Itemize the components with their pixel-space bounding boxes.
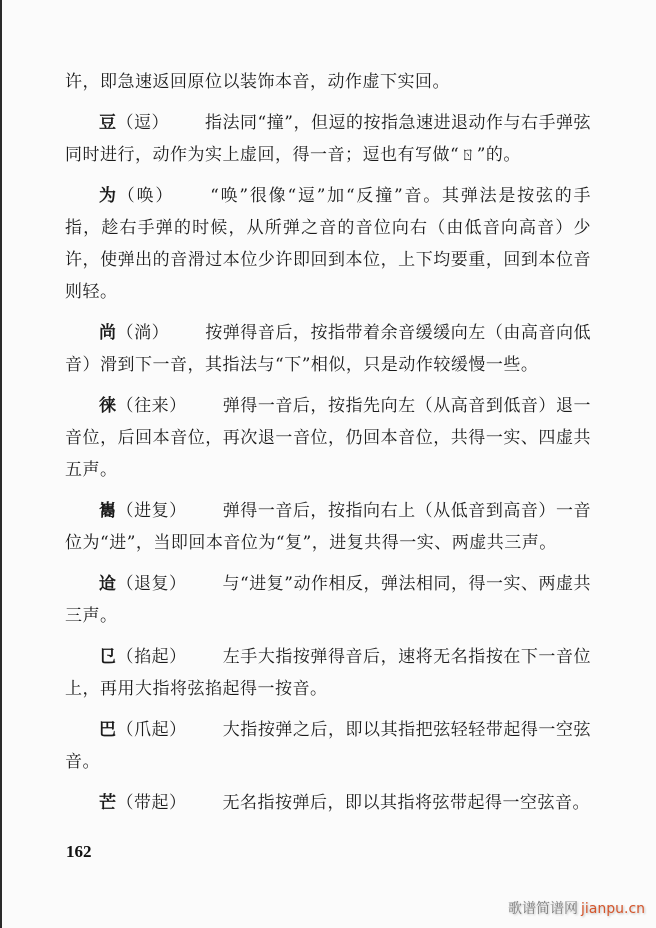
entry-description: 按弹得音后，按指带着余音缓缓向左（由高音向低音）滑到下一音，其指法与“下”相似，只是动作较缓慢一些。 <box>65 323 592 375</box>
tablature-symbol: 徕 <box>99 396 117 416</box>
term-name: （往来） <box>116 396 187 416</box>
entry-description: 无名指按弹后，即以其指将弦带起得一空弦音。 <box>222 793 590 813</box>
entry-description: 大指按弹之后，即以其指把弦轻轻带起得一空弦音。 <box>65 720 592 772</box>
entry-jinfu <box>65 495 591 559</box>
entry-description: “唤”很像“逗”加“反撞”音。其弹法是按弦的手指，趁右手弹的时候，从所弹之音的音位向右（由低音向高音）少许，使弹出的音滑过本位少许即回到本位，上下均要重，回到本位音则轻。 <box>65 186 592 302</box>
entry-tuifu <box>65 568 591 632</box>
term-name: （退复） <box>116 574 187 594</box>
tablature-symbol: 豆 <box>99 113 117 133</box>
tablature-symbol: 㔾 <box>99 647 117 667</box>
watermark-url: jianpu.cn <box>581 901 646 917</box>
entry-description: 弹得一音后，按指向右上（从低音到高音）一音位为“进”，当即回本音位为“复”，进复共得一实、两虚共三声。 <box>65 501 592 553</box>
entry-huan <box>65 180 591 308</box>
page-number: 162 <box>66 842 92 861</box>
entry-qiaqi <box>65 641 591 705</box>
tablature-symbol: 为 <box>99 186 118 206</box>
entry-dou <box>65 107 591 171</box>
term-name: （爪起） <box>116 720 187 740</box>
tablature-symbol: 巴 <box>99 720 117 740</box>
term-name: （唤） <box>117 186 175 206</box>
entry-description: 弹得一音后，按指先向左（从高音到低音）退一音位，后回本音位，再次退一音位，仍回本音位，共得一实、四虚共五声。 <box>65 396 592 480</box>
tablature-symbol: 巂 <box>99 501 117 521</box>
term-name: （进复） <box>116 501 187 521</box>
entry-zhuaqi <box>65 714 591 778</box>
entry-description: 左手大指按弹得音后，速将无名指按在下一音位上，再用大指将弦掐起得一按音。 <box>65 647 592 699</box>
document-page <box>65 66 591 828</box>
tablature-symbol: 尚 <box>99 323 117 343</box>
watermark-site-name: 歌谱简谱网 <box>508 901 578 917</box>
page-edge-border <box>0 0 2 928</box>
site-watermark <box>508 898 645 918</box>
tablature-symbol: 芒 <box>99 793 117 813</box>
entry-wanglai <box>65 390 591 486</box>
continuation-paragraph: 许，即急速返回原位以装饰本音，动作虚下实回。 <box>65 72 450 92</box>
term-name: （掐起） <box>116 647 187 667</box>
entry-description: 指法同“撞”，但逗的按指急速进退动作与右手弹弦同时进行，动作为实上虚回，得一音；逗也有写做“ㄖ”的。 <box>65 113 592 165</box>
entry-daiqi <box>65 787 591 819</box>
tablature-symbol: 䢔 <box>99 574 117 594</box>
term-name: （淌） <box>116 323 170 343</box>
entry-tang <box>65 317 591 381</box>
term-name: （带起） <box>116 793 187 813</box>
entry-description: 与“进复”动作相反，弹法相同，得一实、两虚共三声。 <box>65 574 592 626</box>
term-name: （逗） <box>116 113 170 133</box>
